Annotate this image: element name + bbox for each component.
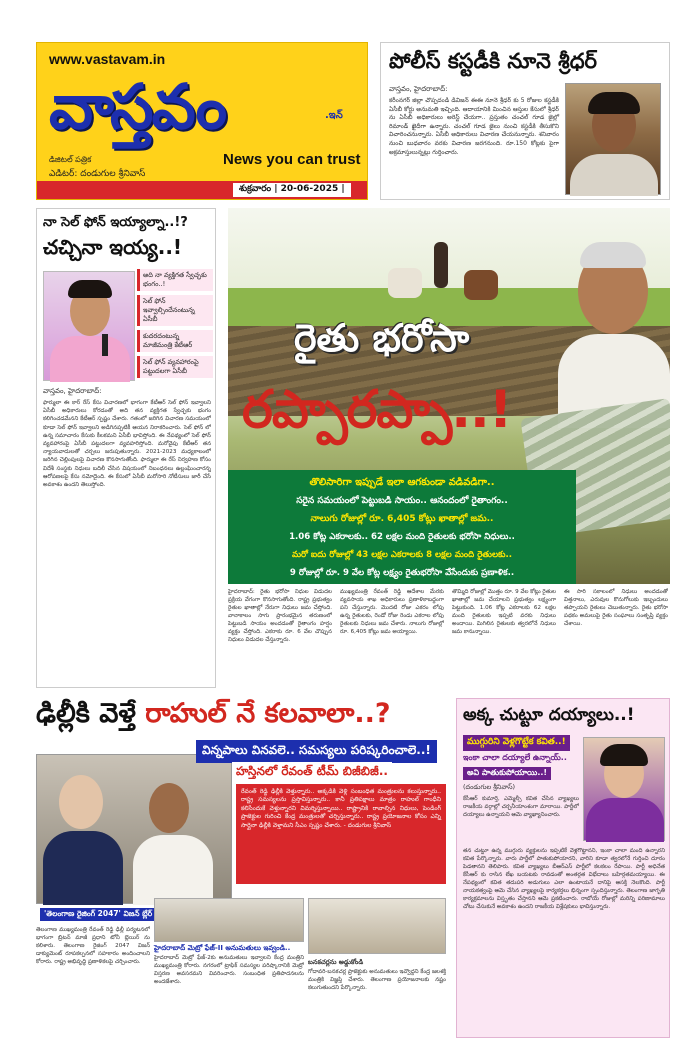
bullet-list (137, 269, 213, 382)
bullet-item: సెల్ ఫోన్ వ్యవహారంపై పట్టుదలగా ఏసీబీ (137, 356, 213, 378)
ox-figure (388, 268, 422, 298)
story-subheading: హస్తినలో రేవంత్ టీమ్ బిజీబిజీ.. (232, 762, 392, 783)
newspaper-logo: వాస్తవం (49, 70, 226, 143)
story-column: ఈ సారి సకాలంలో నిధులు అందడంతో విత్తనాలు, ఎరువుల కొనుగోలుకు ఇబ్బందులు తప్పాయని రైతులు చెబుతున్నారు. రైతు భరోసా పథకం అమలుపై రైతు సంఘాలు సంతృప్తి వ్యక్తం చేశాయి. (564, 589, 668, 627)
story-column: ముఖ్యమంత్రి రేవంత్ రెడ్డి ఆదేశాల మేరకు వ్యవసాయ శాఖ అధికారులు ప్రణాళికాబద్ధంగా పని చేస్తున్నారు. మొదటి రోజు ఎకరం లోపు ఉన్న రైతులకు, రెండో రోజు రెండు ఎకరాల లోపు రైతులకు నిధులు జమ చేశారు. నాలుగు రోజుల్లో రూ. 6,405 కోట్లు జమ అయ్యాయి. (340, 589, 444, 635)
issue-date: శుక్రవారం | 20-06-2025 | (233, 183, 351, 197)
meeting-photo (308, 898, 446, 954)
meeting-photo (154, 898, 304, 942)
highlights-box (228, 470, 576, 584)
masthead-red-bar (37, 181, 367, 199)
lead-story-columns (228, 588, 670, 688)
bullet-item: అది నా వ్యక్తిగత స్వేచ్ఛకు భంగం..! (137, 269, 213, 291)
photo-caption: బనకచర్లను అడ్డుకోండి (308, 958, 364, 966)
bullet-item: కుదరదంటున్న మాజీమంత్రి కేటీఆర్ (137, 330, 213, 352)
portrait-photo (565, 83, 661, 195)
banner-title: రైతు భరోసా (294, 316, 470, 360)
tagline: డిజిటల్ పత్రిక (49, 155, 92, 164)
highlight-box: రేవంత్ రెడ్డి ఢిల్లీకి వెళ్తున్నారు.. అక్కడికి వెళ్లి సంబంధిత మంత్రులను కలుస్తున్నారు.. రాష్ట్ర సమస్యలను ప్రస్తావిస్తున్నారు.. కానీ ప్రతిపక్షాలు మాత్రం రాహుల్ గాంధీని కలిసేందుకే వెళ్తున్నారని విమర్శిస్తున్నాయి.. రాష్ట్రానికి రావాల్సిన నిధులు, పెండింగ్ ప్రాజెక్టుల గురించి కేంద్ర మంత్రులతో చర్చిస్తున్నారు.. రాష్ట్ర ప్రయోజనాల కోసం ఎన్ని సార్లైనా ఢిల్లీకి వెళ్తామని సీఎం స్పష్టం చేశారు. - దండుగుల శ్రీనివాస్ (236, 784, 446, 884)
story-subheading: ముగ్గురిని వెళ్లగొట్టేక కవిత..! (463, 735, 570, 751)
top-right-story (380, 42, 670, 200)
story-body: తెలంగాణ ముఖ్యమంత్రి రేవంత్ రెడ్డి ఢిల్లీ పర్యటనలో భాగంగా బ్రిటన్ మాజీ ప్రధాని టోనీ బ్లెయిర్ ను కలిశారు. తెలంగాణ రైజింగ్ 2047 విజన్ డాక్యుమెంట్ రూపకల్పనలో సహకారం అందించాలని కోరారు. రాష్ట్ర అభివృద్ధి ప్రణాళికలపై చర్చించారు. (36, 927, 150, 965)
story-headline: పోలీస్ కస్టడీకి నూనె శ్రీధర్ (389, 49, 597, 73)
highlight-line: తొలిసారిగా ఇప్పుడే ఇలా ఆగకుండా వడివడిగా.. (309, 477, 495, 488)
masthead (36, 42, 368, 200)
slogan: News you can trust (223, 151, 361, 168)
story-subheading: ఇంకా చాలా దయ్యాలే ఉన్నాయ్.. (463, 753, 567, 762)
lead-story-banner (228, 208, 670, 584)
highlight-line: 1.06 కోట్ల ఎకరాలకు.. 62 లక్షల మంది రైతులకు భరోసా నిధులు.. (289, 532, 515, 542)
bottom-right-story (456, 698, 670, 1038)
site-url[interactable]: www.vastavam.in (49, 51, 166, 67)
banner-headline: రప్పారప్పా..! (242, 380, 512, 440)
headline-highlight: రాహుల్ నే కలవాలా..? (145, 698, 391, 729)
highlight-line: మరో ఐదు రోజుల్లో 43 లక్షల ఎకరాలకు 8 లక్షల మంది రైతులకు.. (291, 550, 513, 560)
story-column: తొమ్మిది రోజుల్లో మొత్తం రూ. 9 వేల కోట్లు రైతుల ఖాతాల్లో జమ చేయాలని ప్రభుత్వం లక్ష్యంగా పెట్టుకుంది. 1.06 కోట్ల ఎకరాలకు 62 లక్షల మంది రైతులకు ఇప్పటి వరకు నిధులు అందాయి. మిగిలిన రైతులకు త్వరలోనే నిధులు జమ కానున్నాయి. (452, 589, 556, 635)
dateline: వాస్తవం, హైదరాబాద్: (43, 387, 102, 395)
highlight-line: నాలుగు రోజుల్లో రూ. 6,405 కోట్లు ఖాతాల్లో జమ.. (310, 514, 494, 524)
story-kicker: నా సెల్ ఫోన్ ఇయ్యాల్నా..!? (43, 215, 188, 230)
editor-line: ఎడిటర్: దండుగుల శ్రీనివాస్ (49, 169, 146, 179)
bullet-item: సెల్ ఫోన్ ఇవ్వాల్సిందేనంటున్న ఏసీబీ (137, 295, 213, 326)
photo-caption: హైదరాబాద్ మెట్రో ఫేజ్-II అనుమతులు ఇవ్వండి.. (154, 944, 291, 952)
story-body: కేసీఆర్ కుమార్తె, ఎమ్మెల్సీ కవిత చేసిన వ్యాఖ్యలు రాజకీయ వర్గాల్లో చర్చనీయాంశంగా మారాయి. పార్టీలో దయ్యాలు ఉన్నాయని ఆమె వ్యాఖ్యానించారు. (463, 796, 579, 818)
meeting-photo (36, 754, 232, 904)
portrait-photo (43, 271, 135, 381)
story-body: హైదరాబాద్ మెట్రో ఫేజ్-2కు అనుమతులు ఇవ్వాలని కేంద్ర మంత్రిని ముఖ్యమంత్రి కోరారు. నగరంలో ట్రాఫిక్ సమస్యల పరిష్కారానికి మెట్రో విస్తరణ అవసరమని వివరించారు. సంబంధిత ప్రతిపాదనలను అందజేశారు. (154, 955, 304, 985)
ox-figure (464, 270, 498, 300)
ploughman-figure (434, 242, 448, 288)
story-subheading: విన్నపాలు వినవలె.. సమస్యలు పరిష్కరించాలె..! (196, 740, 437, 763)
newspaper-page (30, 28, 674, 1038)
story-column: హైదరాబాద్: రైతు భరోసా నిధుల విడుదల ప్రక్రియ వేగంగా కొనసాగుతోంది. రాష్ట్ర ప్రభుత్వం రైతుల ఖాతాల్లో నేరుగా నిధులు జమ చేస్తోంది. వానాకాలం సాగు ప్రారంభమైన తరుణంలో పెట్టుబడి సాయం అందడంతో రైతాంగం హర్షం వ్యక్తం చేస్తోంది. ఎకరాకు రూ. 6 వేల చొప్పున నిధులు విడుదల చేస్తున్నారు. (228, 589, 332, 643)
dateline: వాస్తవం, హైదరాబాద్: (389, 85, 448, 93)
headline-part: ఢిల్లీకి వెళ్తే (36, 698, 146, 729)
story-body: కరీంనగర్ జిల్లా చొప్పదండి డివిజన్ ఈఈ నూనె శ్రీధర్ కు 5 రోజుల కస్టడీకి ఏసీబీ కోర్టు అనుమతి ఇచ్చింది. ఆదాయానికి మించిన ఆస్తుల కేసులో శ్రీధర్ ను ఏసీబీ అధికారులు అరెస్ట్ చేయగా.. ప్రస్తుతం చంచల్ గూడ జైల్లో రిమాండ్ ఖైదీగా ఉన్నారు. చంచల్ గూడ జైలు నుంచి కస్టడీకి తీసుకొని విచారించనున్నారు. ఏసీబీ అధికారులు విచారణ చేయనున్నారు. శనివారం నుంచి బుధవారం వరకు విచారణ జరగనుంది. రూ.150 కోట్లకు పైగా అక్రమాస్తులున్నట్లు గుర్తించారు. (389, 97, 559, 156)
logo-suffix: .ఇన్ (325, 110, 343, 121)
bottom-left-story (36, 698, 446, 1038)
byline: (దండుగుల శ్రీనివాస్) (463, 783, 516, 791)
story-body: తన చుట్టూ ఉన్న ముగ్గురు వ్యక్తులను ఇప్పటికే వెళ్లగొట్టానని, ఇంకా చాలా మంది ఉన్నారని కవిత పేర్కొన్నారు. వారు పార్టీలో పాతుకుపోయారని, వారిని కూడా త్వరలోనే గుర్తించి దూరం పెడతానని తెలిపారు. కవిత వ్యాఖ్యలు బీఆర్ఎస్ పార్టీలో కలకలం రేపాయి. పార్టీ అధినేత కేసీఆర్ కు రాసిన లేఖ బయటకు రావడంతో అంతర్గత విభేదాలు బహిర్గతమయ్యాయి. ఈ నేపథ్యంలో కవిత తదుపరి అడుగులు ఎలా ఉంటాయనే దానిపై ఆసక్తి నెలకొంది. పార్టీ నాయకత్వంపై ఆమె చేసిన వ్యాఖ్యలపై కార్యకర్తలు భిన్నంగా స్పందిస్తున్నారు. తెలంగాణ జాగృతి కార్యక్రమాలను విస్తృతం చేస్తానని ఆమె ప్రకటించారు. రాబోయే రోజుల్లో మరిన్ని పరిణామాలు చోటు చేసుకునే అవకాశం ఉందని రాజకీయ విశ్లేషకులు భావిస్తున్నారు. (463, 848, 665, 910)
highlight-line: సరైన సమయంలో పెట్టుబడి సాయం.. ఆనందంలో రైతాంగం.. (296, 496, 508, 506)
story-body: గోదావరి-బనకచర్ల ప్రాజెక్టుకు అనుమతులు ఇవ్వొద్దని కేంద్ర జలశక్తి మంత్రికి విజ్ఞప్తి చేశారు. తెలంగాణ ప్రయోజనాలకు నష్టం కలుగుతుందని పేర్కొన్నారు. (308, 969, 446, 991)
photo-caption: 'తెలంగాణ రైజింగ్ 2047' విజన్ బ్లేర్ (40, 908, 156, 921)
highlight-line: 9 రోజుల్లో రూ. 9 వేల కోట్ల లక్ష్యం రైతుభరోసా వేసేందుకు ప్రణాళిక.. (289, 568, 515, 578)
story-subheading: అవి పాతుకుపోయాయి..! (463, 767, 551, 780)
left-column-story (36, 208, 216, 688)
story-headline: అక్క చుట్టూ దయ్యాలు..! (463, 705, 635, 725)
story-headline (36, 698, 391, 736)
portrait-photo (583, 737, 665, 841)
story-headline: చచ్చినా ఇయ్య..! (43, 235, 183, 259)
story-body: ఫార్ములా ఈ కార్ రేస్ కేసు విచారణలో భాగంగా కేటీఆర్ సెల్ ఫోన్ ఇవ్వాలని ఏసీబీ అధికారులు కోరడంతో అది తన వ్యక్తిగత స్వేచ్ఛకు భంగం కలిగించడమేనని కేటీఆర్ స్పష్టం చేశారు. గతంలో జరిగిన విచారణ సమయంలో కూడా సెల్ ఫోన్ ఇవ్వాలని అడిగినప్పటికీ ఆయన నిరాకరించారు. సెల్ ఫోన్ లో ఉన్న సమాచారం కేసుకు కీలకమని ఏసీబీ భావిస్తోంది. ఈ నేపథ్యంలో సెల్ ఫోన్ వ్యవహారంపై ఏసీబీ పట్టుదలగా వ్యవహరిస్తోంది. మరోవైపు కేటీఆర్ తన న్యాయవాదులతో చర్చలు జరుపుతున్నారు. 2021-2023 మధ్యకాలంలో జరిగిన చెల్లింపులపై విచారణ కొనసాగుతోంది. ఫార్ములా ఈ రేస్ నిర్వహణ కోసం విదేశీ సంస్థకు నిధులు బదిలీ చేసిన విషయంలో నిబంధనలు ఉల్లంఘించారన్న ఆరోపణలపై కేసు నమోదైంది. ఈ కేసులో ఏసీబీ మరోసారి నోటీసులు జారీ చేసే అవకాశం ఉందని తెలుస్తోంది. (43, 400, 211, 489)
